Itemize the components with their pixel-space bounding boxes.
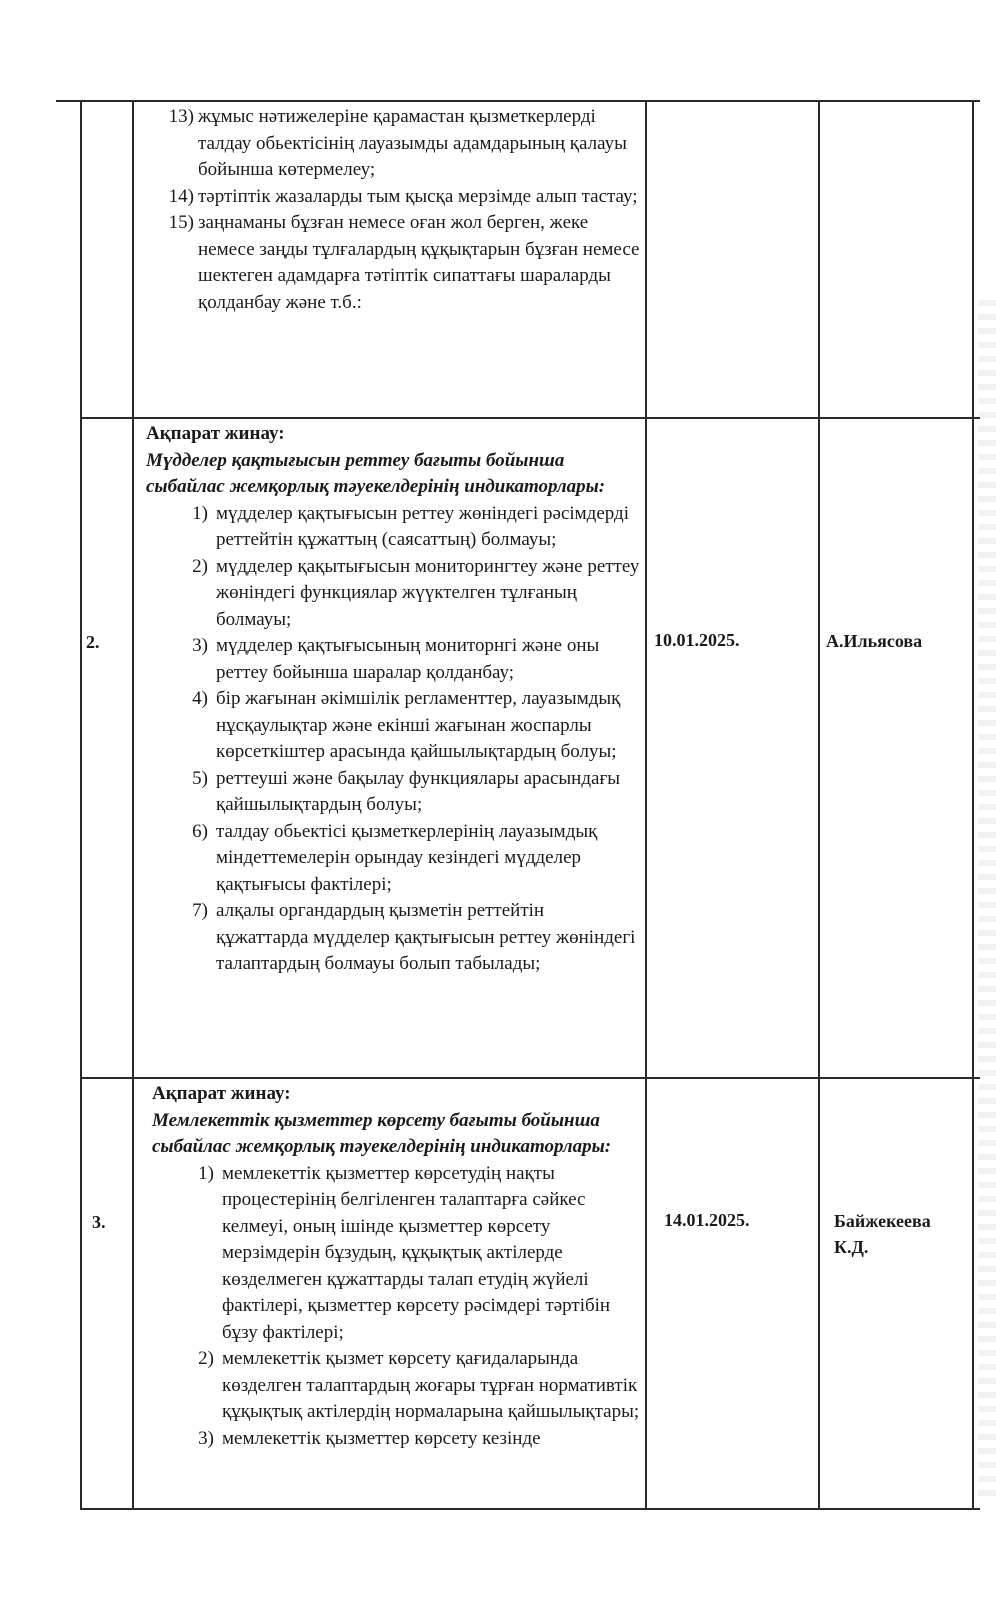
- row-divider-2: [80, 1077, 980, 1079]
- list-marker: 6): [192, 820, 208, 842]
- row-responsible: А.Ильясова: [826, 631, 923, 651]
- list-item-text: мүдделер қақтығысының мониторнгі және оны реттеу бойынша шаралар қолданбау;: [216, 635, 600, 683]
- row-number: 3.: [92, 1212, 106, 1232]
- row-number: 2.: [86, 632, 100, 652]
- row3-content: [152, 1081, 642, 1452]
- row-date: 14.01.2025.: [664, 1210, 750, 1230]
- list-item: [152, 1346, 642, 1426]
- list-item: [152, 1161, 642, 1347]
- list-item: [146, 898, 640, 978]
- list-marker: 2): [192, 555, 208, 577]
- list-marker: 14): [168, 185, 194, 207]
- list-item: [146, 766, 640, 819]
- table-right-border: [972, 100, 974, 1509]
- column-divider-date: [818, 100, 820, 1509]
- list-item-text: мемлекеттік қызметтер көрсету кезінде: [222, 1427, 541, 1449]
- section-heading: Ақпарат жинау:: [152, 1083, 291, 1104]
- row-responsible: Байжекеева К.Д.: [834, 1211, 931, 1257]
- list-item-text: талдау обьектісі қызметкерлерінің лауазымдық міндеттемелерін орындау кезіндегі мүдделер қақтығысы фактілері;: [216, 820, 598, 895]
- column-divider-number: [132, 100, 134, 1509]
- list-item: [146, 686, 640, 766]
- list-marker: 4): [192, 688, 208, 709]
- scan-edge-shadow: [978, 300, 996, 1500]
- list-item-text: тәртіптік жазаларды тым қысқа мерзімде алып тастау;: [198, 185, 638, 207]
- table-left-border: [80, 100, 82, 1509]
- section-heading: Ақпарат жинау:: [146, 423, 285, 444]
- list-item: [146, 501, 640, 554]
- list-item-text: реттеуші және бақылау функциялары арасындағы қайшылықтардың болуы;: [216, 767, 621, 815]
- row2-content: [146, 421, 640, 978]
- list-item-text: мүдделер қақытығысын мониторингтеу және реттеу жөніндегі функциялар жүүктелген тұлғаның болмауы;: [216, 555, 640, 630]
- list-item-text: мемлекеттік қызметтер көрсетудің нақты процестерінің белгіленген талаптарға сәйкес келмеуі, оның ішінде қызметтер көрсету мерзімдерін бұзудың, құқықтық актілерде көзделмеген құжаттарды талап етудің жүйелі фактілері, қызметтер көрсету рәсімдері тәртібін бұзу фактілері;: [222, 1162, 611, 1343]
- table-top-border: [56, 100, 980, 102]
- list-item-text: алқалы органдардың қызметін реттейтін құжаттарда мүдделер қақтығысын реттеу жөніндегі талаптардың болмауы болып табылады;: [216, 900, 636, 974]
- list-marker: 13): [168, 106, 194, 127]
- list-marker: 2): [198, 1348, 214, 1369]
- list-item: [146, 554, 640, 634]
- section-subheading: Мемлекеттік қызметтер көрсету бағыты бойынша сыбайлас жемқорлық тәуекелдерінің индикаторлары:: [152, 1109, 612, 1157]
- list-marker: 1): [198, 1162, 214, 1184]
- list-marker: 7): [192, 900, 208, 921]
- column-divider-content: [645, 100, 647, 1509]
- list-item: [152, 1426, 642, 1453]
- list-item: [150, 210, 642, 316]
- list-item: [150, 184, 642, 211]
- row1-content: [150, 104, 642, 316]
- table-bottom-border: [80, 1508, 980, 1510]
- list-item-text: заңнаманы бұзған немесе оған жол берген, жеке немесе заңды тұлғалардың құқықтарын бұзған немесе шектеген адамдарға тәтіптік сипаттағы шараларды қолданбау және т.б.:: [198, 212, 640, 313]
- list-item-text: мемлекеттік қызмет көрсету қағидаларында көзделген талаптардың жоғары тұрған нормативтік құқықтық актілердің нормаларына қайшылықтары;: [222, 1348, 640, 1422]
- list-item: [150, 104, 642, 184]
- list-marker: 1): [192, 502, 208, 524]
- section-subheading: Мүдделер қақтығысын реттеу бағыты бойынша сыбайлас жемқорлық тәуекелдерінің индикаторлары:: [146, 449, 606, 497]
- list-marker: 5): [192, 767, 208, 789]
- list-marker: 3): [192, 635, 208, 656]
- list-marker: 15): [168, 212, 194, 233]
- list-item: [146, 633, 640, 686]
- list-marker: 3): [198, 1427, 214, 1449]
- list-item: [146, 819, 640, 899]
- list-item-text: мүдделер қақтығысын реттеу жөніндегі рәсімдерді реттейтін құжаттың (саясаттың) болмауы;: [216, 502, 629, 550]
- list-item-text: жұмыс нәтижелеріне қарамастан қызметкерлерді талдау обьектісінің лауазымды адамдарының қалауы бойынша көтермелеу;: [198, 106, 627, 180]
- list-item-text: бір жағынан әкімшілік регламенттер, лауазымдық нұсқаулықтар және екінші жағынан жоспарлы көрсеткіштер арасында қайшылықтардың болуы;: [216, 688, 621, 762]
- row-date: 10.01.2025.: [654, 630, 740, 650]
- row-divider-1: [80, 417, 980, 419]
